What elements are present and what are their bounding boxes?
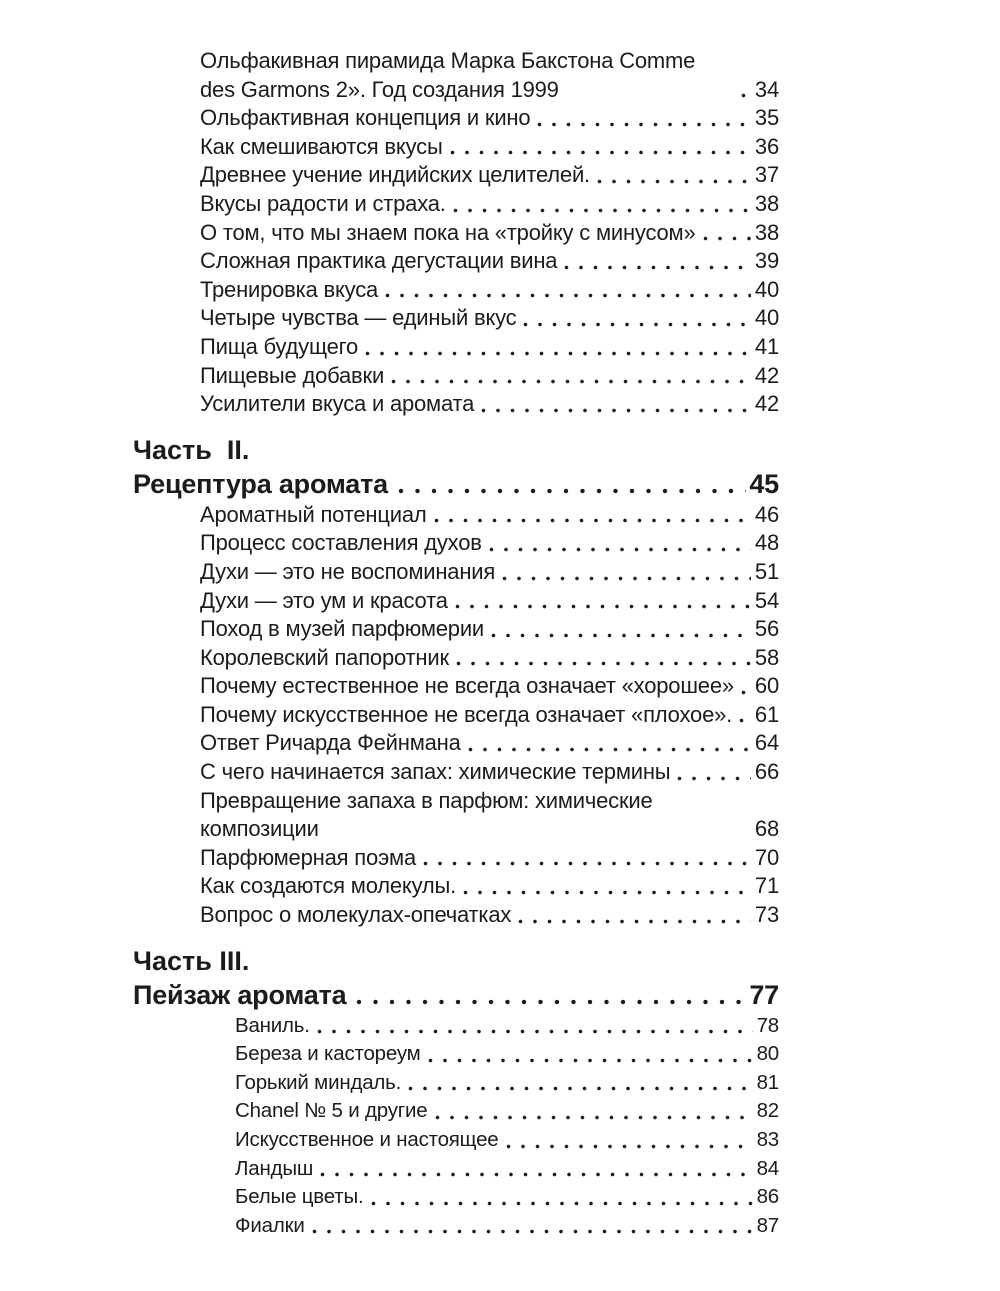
toc-entry-title: Искусственное и настоящее: [235, 1128, 499, 1151]
toc-entry-title: Как создаются молекулы.: [200, 873, 457, 899]
toc-entry: [200, 901, 779, 930]
toc-entry-title: Тренировка вкуса: [200, 276, 379, 302]
dot-leader: [371, 1201, 753, 1206]
toc-entry-title: Береза и кастореум: [235, 1042, 421, 1066]
toc-entry: [200, 615, 779, 644]
toc-entry: [235, 1012, 779, 1041]
toc-entry-page: 68: [754, 816, 779, 842]
toc-entry-page: 40: [754, 276, 779, 302]
toc-entry: [200, 758, 779, 787]
toc-entry-page: 38: [754, 219, 779, 245]
toc-entry-title: Усилители вкуса и аромата: [200, 391, 475, 417]
toc-entry: [200, 104, 779, 133]
toc-entry-page: 60: [754, 673, 779, 699]
dot-leader: [597, 179, 751, 184]
dot-leader: [739, 718, 751, 723]
dot-leader: [453, 208, 751, 213]
dot-leader: [356, 999, 746, 1005]
toc-entry-page: 35: [754, 105, 779, 131]
toc-entry-page: 84: [756, 1156, 779, 1180]
dot-leader: [506, 1144, 753, 1149]
dot-leader: [741, 93, 751, 98]
toc-entry: [200, 247, 779, 276]
part-title-row: [133, 467, 779, 501]
dot-leader: [450, 150, 751, 155]
toc-entry-title: Как смешиваются вкусы: [200, 133, 443, 159]
toc-entry: [200, 362, 779, 391]
toc-entry-title: Вопрос о молекулах-опечатках: [200, 902, 512, 928]
toc-entry-page: 38: [754, 190, 779, 216]
toc-entry-title: Сложная практика дегустации вина: [200, 248, 558, 274]
dot-leader: [312, 1229, 753, 1234]
toc-entry-page: 86: [756, 1185, 779, 1209]
toc-entry: [200, 276, 779, 305]
toc-entry: [200, 529, 779, 558]
table-of-contents: [133, 47, 779, 1240]
toc-entry-title: О том, что мы знаем пока на «тройку с минусом»: [200, 219, 696, 245]
toc-entry-page: 34: [754, 76, 779, 102]
toc-entry-page: 40: [754, 305, 779, 331]
dot-leader: [435, 1115, 753, 1120]
toc-entry: [235, 1097, 779, 1126]
toc-entry-title: Процесс составления духов: [200, 530, 482, 556]
dot-leader: [391, 379, 751, 384]
toc-entry-title: Четыре чувства — единый вкус: [200, 305, 517, 331]
toc-entry: [200, 729, 779, 758]
dot-leader: [523, 322, 750, 327]
part-page-number: 77: [749, 979, 779, 1010]
toc-entry-page: 71: [754, 873, 779, 899]
part-page-number: 45: [749, 468, 779, 499]
dot-leader: [489, 547, 751, 552]
toc-entry: [235, 1040, 779, 1069]
dot-leader: [518, 919, 751, 924]
toc-entry: [235, 1069, 779, 1098]
toc-entry-list: [133, 501, 779, 930]
toc-entry: [200, 787, 779, 844]
toc-entry-title: Королевский папоротник: [200, 644, 449, 670]
toc-entry-title: Ваниль.: [235, 1013, 310, 1037]
toc-entry: [200, 161, 779, 190]
toc-entry: [235, 1155, 779, 1184]
part-title: Рецептура аромата: [133, 468, 388, 499]
toc-entry: [235, 1126, 779, 1155]
toc-entry: [200, 190, 779, 219]
dot-leader: [385, 293, 751, 298]
toc-entry-page: 58: [754, 644, 779, 670]
toc-entry-title: Древнее учение индийских целителей.: [200, 162, 590, 188]
toc-entry: [200, 844, 779, 873]
toc-entry-title: Пища будущего: [200, 333, 359, 359]
toc-entry: [200, 47, 779, 104]
toc-entry-title: Ароматный потенциал: [200, 501, 427, 527]
toc-entry: [200, 644, 779, 673]
toc-entry-title: Ольфакивная пирамида Марка Бакстона Comme des Garmons 2». Год создания 1999: [200, 48, 696, 102]
toc-entry-page: 51: [754, 558, 779, 584]
toc-entry: [200, 304, 779, 333]
toc-entry-title: Ольфактивная концепция и кино: [200, 105, 531, 131]
dot-leader: [455, 604, 751, 609]
toc-entry-page: 66: [754, 759, 779, 785]
toc-entry-page: 48: [754, 530, 779, 556]
dot-leader: [481, 408, 751, 413]
dot-leader: [456, 661, 751, 666]
part-heading: Часть II.: [133, 434, 250, 465]
toc-entry-page: 37: [754, 162, 779, 188]
toc-entry-page: 54: [754, 587, 779, 613]
toc-group: [133, 433, 779, 930]
toc-entry-page: 64: [754, 730, 779, 756]
part-title: Пейзаж аромата: [133, 979, 347, 1010]
toc-entry: [200, 501, 779, 530]
toc-entry-title: Ответ Ричарда Фейнмана: [200, 730, 461, 756]
dot-leader: [423, 861, 751, 866]
toc-entry-list: [133, 47, 779, 419]
toc-entry-page: 42: [754, 362, 779, 388]
part-title-row: [133, 978, 779, 1012]
toc-entry-title: Вкусы радости и страха.: [200, 190, 446, 216]
toc-group: [133, 47, 779, 419]
toc-entry-title: Пищевые добавки: [200, 362, 385, 388]
dot-leader: [317, 1029, 753, 1034]
toc-entry-page: 56: [754, 616, 779, 642]
dot-leader: [408, 1086, 752, 1091]
toc-entry-page: 61: [754, 701, 779, 727]
toc-entry: [200, 558, 779, 587]
toc-entry: [200, 133, 779, 162]
toc-entry-title: Духи — это ум и красота: [200, 587, 448, 613]
dot-leader: [398, 488, 746, 494]
toc-entry: [200, 219, 779, 248]
toc-entry: [200, 390, 779, 419]
dot-leader: [468, 747, 751, 752]
toc-entry-title: Ландыш: [235, 1156, 314, 1180]
toc-entry-page: 70: [754, 844, 779, 870]
toc-entry-page: 87: [756, 1213, 779, 1237]
dot-leader: [537, 122, 751, 127]
toc-entry-title: Поход в музей парфюмерии: [200, 616, 485, 642]
dot-leader: [428, 1058, 753, 1063]
dot-leader: [741, 690, 751, 695]
toc-entry-title: Почему естественное не всегда означает «хорошее»: [200, 673, 734, 699]
toc-entry-title: Почему искусственное не всегда означает «плохое».: [200, 701, 733, 727]
dot-leader: [502, 576, 751, 581]
toc-entry-page: 41: [754, 333, 779, 359]
part-heading: Часть III.: [133, 945, 250, 976]
toc-entry-page: 78: [756, 1013, 779, 1037]
dot-leader: [463, 890, 751, 895]
toc-entry-title: Парфюмерная поэма: [200, 844, 416, 870]
toc-entry-title: Духи — это не воспоминания: [200, 558, 496, 584]
toc-entry-page: 82: [756, 1099, 779, 1123]
dot-leader: [564, 265, 751, 270]
toc-entry-page: 73: [754, 902, 779, 928]
toc-entry-title: Chanel № 5 и другие: [235, 1099, 428, 1123]
toc-entry-title: Горький миндаль.: [235, 1070, 402, 1094]
toc-entry-list: [133, 1012, 779, 1241]
toc-entry-page: 46: [754, 501, 779, 527]
toc-entry-title: Превращение запаха в парфюм: химические композиции: [200, 787, 653, 842]
dot-leader: [703, 236, 751, 241]
dot-leader: [491, 633, 751, 638]
dot-leader: [677, 776, 751, 781]
toc-entry: [235, 1212, 779, 1241]
dot-leader: [320, 1172, 752, 1177]
toc-entry-page: 81: [756, 1070, 779, 1094]
toc-entry: [200, 701, 779, 730]
toc-entry-page: 36: [754, 133, 779, 159]
toc-entry-title: Белые цветы.: [235, 1185, 364, 1209]
toc-entry-page: 83: [756, 1128, 779, 1151]
toc-entry: [200, 872, 779, 901]
toc-entry: [200, 587, 779, 616]
toc-entry: [200, 672, 779, 701]
toc-entry-title: С чего начинается запах: химические термины: [200, 759, 671, 785]
toc-entry: [235, 1183, 779, 1212]
toc-entry: [200, 333, 779, 362]
dot-leader: [434, 518, 751, 523]
toc-group: [133, 944, 779, 1241]
toc-entry-page: 80: [756, 1042, 779, 1066]
toc-entry-title: Фиалки: [235, 1213, 305, 1237]
dot-leader: [365, 351, 751, 356]
toc-entry-page: 42: [754, 391, 779, 417]
toc-entry-page: 39: [754, 248, 779, 274]
